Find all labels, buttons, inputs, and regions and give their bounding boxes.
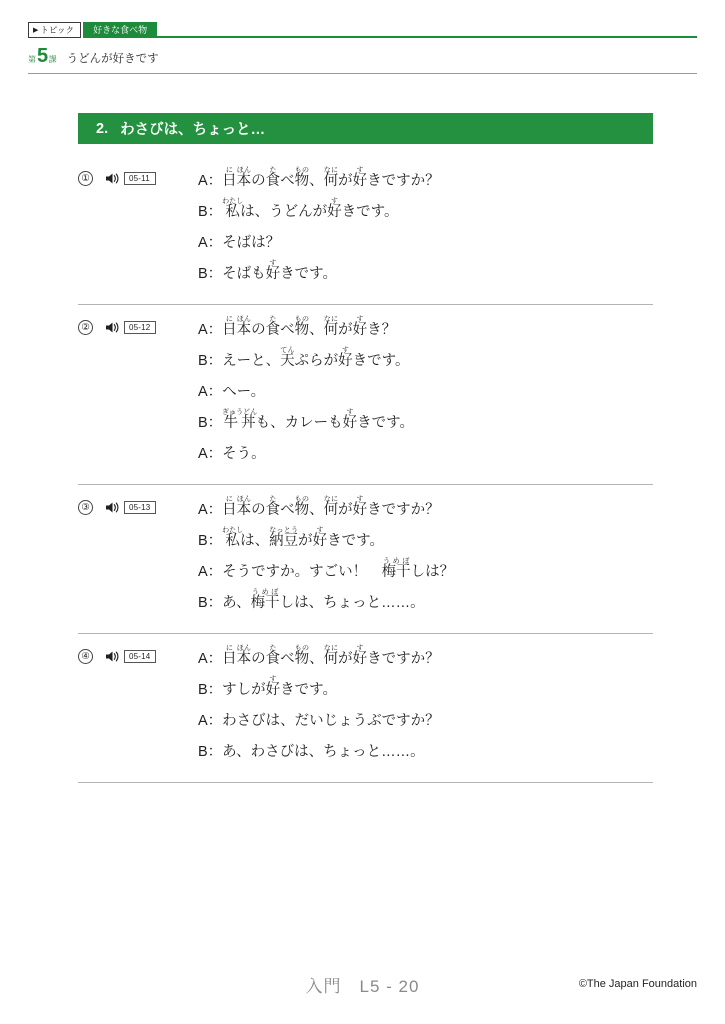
speaker-label: A：	[198, 502, 223, 518]
dialogue-text: そう。	[222, 446, 266, 462]
dialogue-line	[198, 408, 653, 439]
section-banner	[78, 113, 653, 144]
speaker-label: B：	[198, 744, 223, 760]
dialogue-text: そばも好すきです。	[222, 260, 338, 282]
lesson-suffix: 課	[48, 55, 57, 64]
dialogue-line	[198, 259, 653, 290]
speaker-label: B：	[198, 353, 223, 369]
dialogue-line	[198, 495, 653, 526]
page-title: うどんが好きです	[66, 53, 159, 65]
lesson-number-block	[28, 45, 57, 68]
speaker-label: B：	[198, 415, 223, 431]
dialogue-text: へー。	[222, 384, 266, 400]
dialogue-text: そうですか。すごい！ 梅干うめぼしは？	[222, 558, 455, 580]
dialogue-text: 日に本ほんの食たべ物もの、何なにが好すきですか？	[222, 167, 440, 189]
dialogue-line	[198, 675, 653, 706]
item-meta	[78, 495, 198, 515]
speaker-label: B：	[198, 204, 223, 220]
dialogue-text: 私わたしは、納豆なっとうが好すきです。	[222, 527, 385, 549]
speaker-label: B：	[198, 682, 223, 698]
dialogue-line	[198, 737, 653, 768]
dialogue-line	[198, 644, 653, 675]
dialogue-text: 牛丼ぎゅうどんも、カレーも好すきです。	[222, 409, 415, 431]
dialogue-line	[198, 346, 653, 377]
dialogue-lines	[198, 166, 653, 290]
topic-name: 好きな食べ物	[83, 22, 157, 38]
audio-player-4[interactable]	[105, 650, 156, 663]
dialogue-text: すしが好すきです。	[222, 676, 338, 698]
item-meta	[78, 315, 198, 335]
item-number: ②	[78, 320, 93, 335]
dialogue-line	[198, 557, 653, 588]
copyright: ©The Japan Foundation	[578, 978, 697, 990]
dialogue-line	[198, 197, 653, 228]
page-header	[28, 22, 697, 74]
dialogue-text: 日に本ほんの食たべ物もの、何なにが好すきですか？	[222, 645, 440, 667]
speaker-icon[interactable]	[105, 650, 120, 663]
dialogue-text: 私わたしは、うどんが好すきです。	[222, 198, 399, 220]
lesson-number: 5	[37, 45, 48, 67]
page-number: 入門 L5 - 20	[305, 977, 420, 996]
item-number: ④	[78, 649, 93, 664]
dialogue-text: そばは？	[222, 235, 281, 251]
topic-rule	[157, 36, 697, 38]
section-title: わさびは、ちょっと…	[120, 122, 266, 138]
list-item	[78, 158, 653, 305]
item-number: ①	[78, 171, 93, 186]
track-label: 05-11	[124, 172, 156, 185]
speaker-label: B：	[198, 533, 223, 549]
audio-player-2[interactable]	[105, 321, 156, 334]
item-meta	[78, 644, 198, 664]
topic-row	[28, 22, 697, 38]
speaker-label: A：	[198, 384, 223, 400]
list-item	[78, 634, 653, 783]
speaker-label: A：	[198, 322, 223, 338]
speaker-icon[interactable]	[105, 501, 120, 514]
dialogue-line	[198, 526, 653, 557]
speaker-label: A：	[198, 235, 223, 251]
speaker-icon[interactable]	[105, 172, 120, 185]
speaker-label: A：	[198, 446, 223, 462]
dialogue-text: あ、梅干うめぼしは、ちょっと……。	[222, 589, 425, 611]
audio-player-1[interactable]	[105, 172, 156, 185]
item-meta	[78, 166, 198, 186]
dialogue-line	[198, 377, 653, 408]
dialogue-text: えーと、天てんぷらが好すきです。	[222, 347, 410, 369]
dialogue-text: 日に本ほんの食たべ物もの、何なにが好すき？	[222, 316, 397, 338]
topic-tag	[28, 22, 81, 38]
audio-player-3[interactable]	[105, 501, 156, 514]
dialogue-line	[198, 166, 653, 197]
section-number: 2.	[96, 120, 109, 137]
list-item	[78, 305, 653, 485]
lesson-prefix: 第	[28, 55, 36, 64]
speaker-label: A：	[198, 651, 223, 667]
dialogue-text: 日に本ほんの食たべ物もの、何なにが好すきですか？	[222, 496, 440, 518]
item-number: ③	[78, 500, 93, 515]
list-item	[78, 485, 653, 634]
topic-tag-label: トピック	[40, 25, 75, 35]
dialogue-text: あ、わさびは、ちょっと……。	[222, 744, 425, 760]
track-label: 05-14	[124, 650, 156, 663]
speaker-icon[interactable]	[105, 321, 120, 334]
lesson-row	[28, 45, 697, 74]
speaker-label: A：	[198, 564, 223, 580]
dialogue-line	[198, 588, 653, 619]
speaker-label: A：	[198, 173, 223, 189]
dialogue-text: わさびは、だいじょうぶですか？	[222, 713, 440, 729]
dialogue-lines	[198, 644, 653, 768]
dialogue-line	[198, 228, 653, 259]
dialogue-lines	[198, 495, 653, 619]
speaker-label: B：	[198, 266, 223, 282]
dialogue-list	[78, 158, 653, 783]
dialogue-line	[198, 439, 653, 470]
speaker-label: B：	[198, 595, 223, 611]
page-footer	[0, 972, 725, 1002]
track-label: 05-13	[124, 501, 156, 514]
speaker-label: A：	[198, 713, 223, 729]
dialogue-lines	[198, 315, 653, 470]
track-label: 05-12	[124, 321, 156, 334]
dialogue-line	[198, 315, 653, 346]
dialogue-line	[198, 706, 653, 737]
triangle-right-icon: ▶	[33, 26, 39, 34]
